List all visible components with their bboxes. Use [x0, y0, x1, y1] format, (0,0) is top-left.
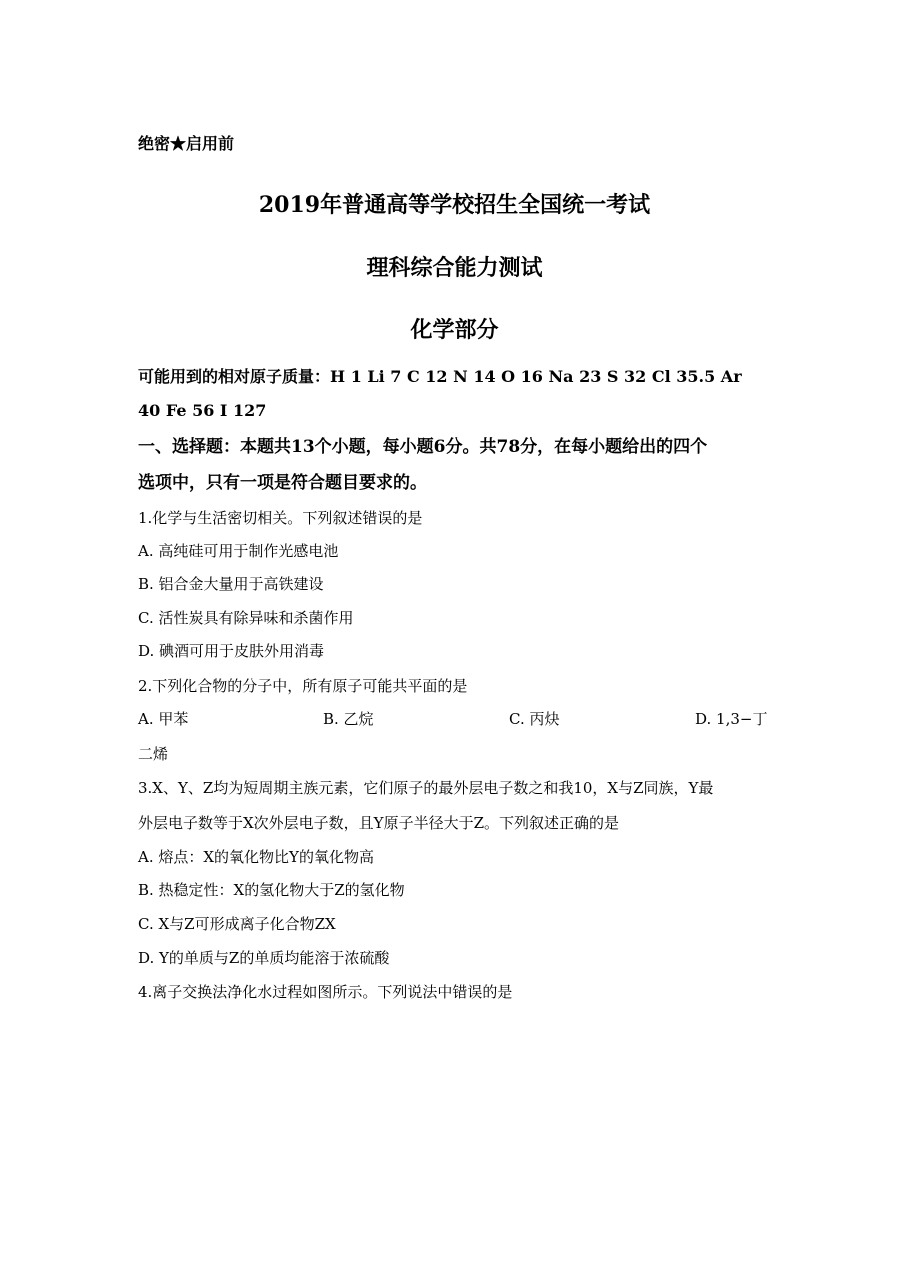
question-3-stem-line-1: 3.X、Y、Z均为短周期主族元素，它们原子的最外层电子数之和我10，X与Z同族，Y最	[138, 779, 714, 797]
question-3-option-d: D. Y的单质与Z的单质均能溶于浓硫酸	[138, 949, 390, 967]
section-heading-line-2: 选项中，只有一项是符合题目要求的。	[138, 473, 427, 493]
question-2-option-b: B. 乙烷	[323, 710, 374, 728]
question-2-option-c: C. 丙炔	[509, 710, 560, 728]
subject-title: 化学部分	[410, 317, 499, 343]
question-1-option-a: A. 高纯硅可用于制作光感电池	[138, 542, 339, 560]
secret-mark: 绝密★启用前	[138, 134, 235, 153]
question-3-stem-line-2: 外层电子数等于X次外层电子数，且Y原子半径大于Z。下列叙述正确的是	[138, 814, 620, 832]
question-3-option-b: B. 热稳定性：X的氢化物大于Z的氢化物	[138, 881, 405, 899]
question-2-stem: 2.下列化合物的分子中，所有原子可能共平面的是	[138, 677, 468, 695]
exam-title: 2019年普通高等学校招生全国统一考试	[258, 192, 651, 218]
question-1-stem: 1.化学与生活密切相关。下列叙述错误的是	[138, 509, 423, 527]
atomic-masses-line-1: 可能用到的相对原子质量：H 1 Li 7 C 12 N 14 O 16 Na 23 S 32 Cl 35.5 Ar	[138, 367, 742, 386]
exam-subtitle: 理科综合能力测试	[366, 255, 543, 281]
question-1-option-d: D. 碘酒可用于皮肤外用消毒	[138, 642, 325, 660]
question-1-option-c: C. 活性炭具有除异味和杀菌作用	[138, 609, 354, 627]
question-2-option-d-continuation: 二烯	[138, 745, 169, 763]
question-1-option-b: B. 铝合金大量用于高铁建设	[138, 575, 324, 593]
atomic-masses-line-2: 40 Fe 56 I 127	[138, 401, 267, 420]
question-3-option-c: C. X与Z可形成离子化合物ZX	[138, 915, 336, 933]
section-heading-line-1: 一、选择题：本题共13个小题，每小题6分。共78分，在每小题给出的四个	[138, 437, 708, 457]
question-4-stem: 4.离子交换法净化水过程如图所示。下列说法中错误的是	[138, 983, 513, 1001]
question-2-option-d: D. 1,3−丁	[695, 710, 768, 728]
question-2-option-a: A. 甲苯	[138, 710, 189, 728]
question-3-option-a: A. 熔点：X的氧化物比Y的氧化物高	[138, 848, 374, 866]
